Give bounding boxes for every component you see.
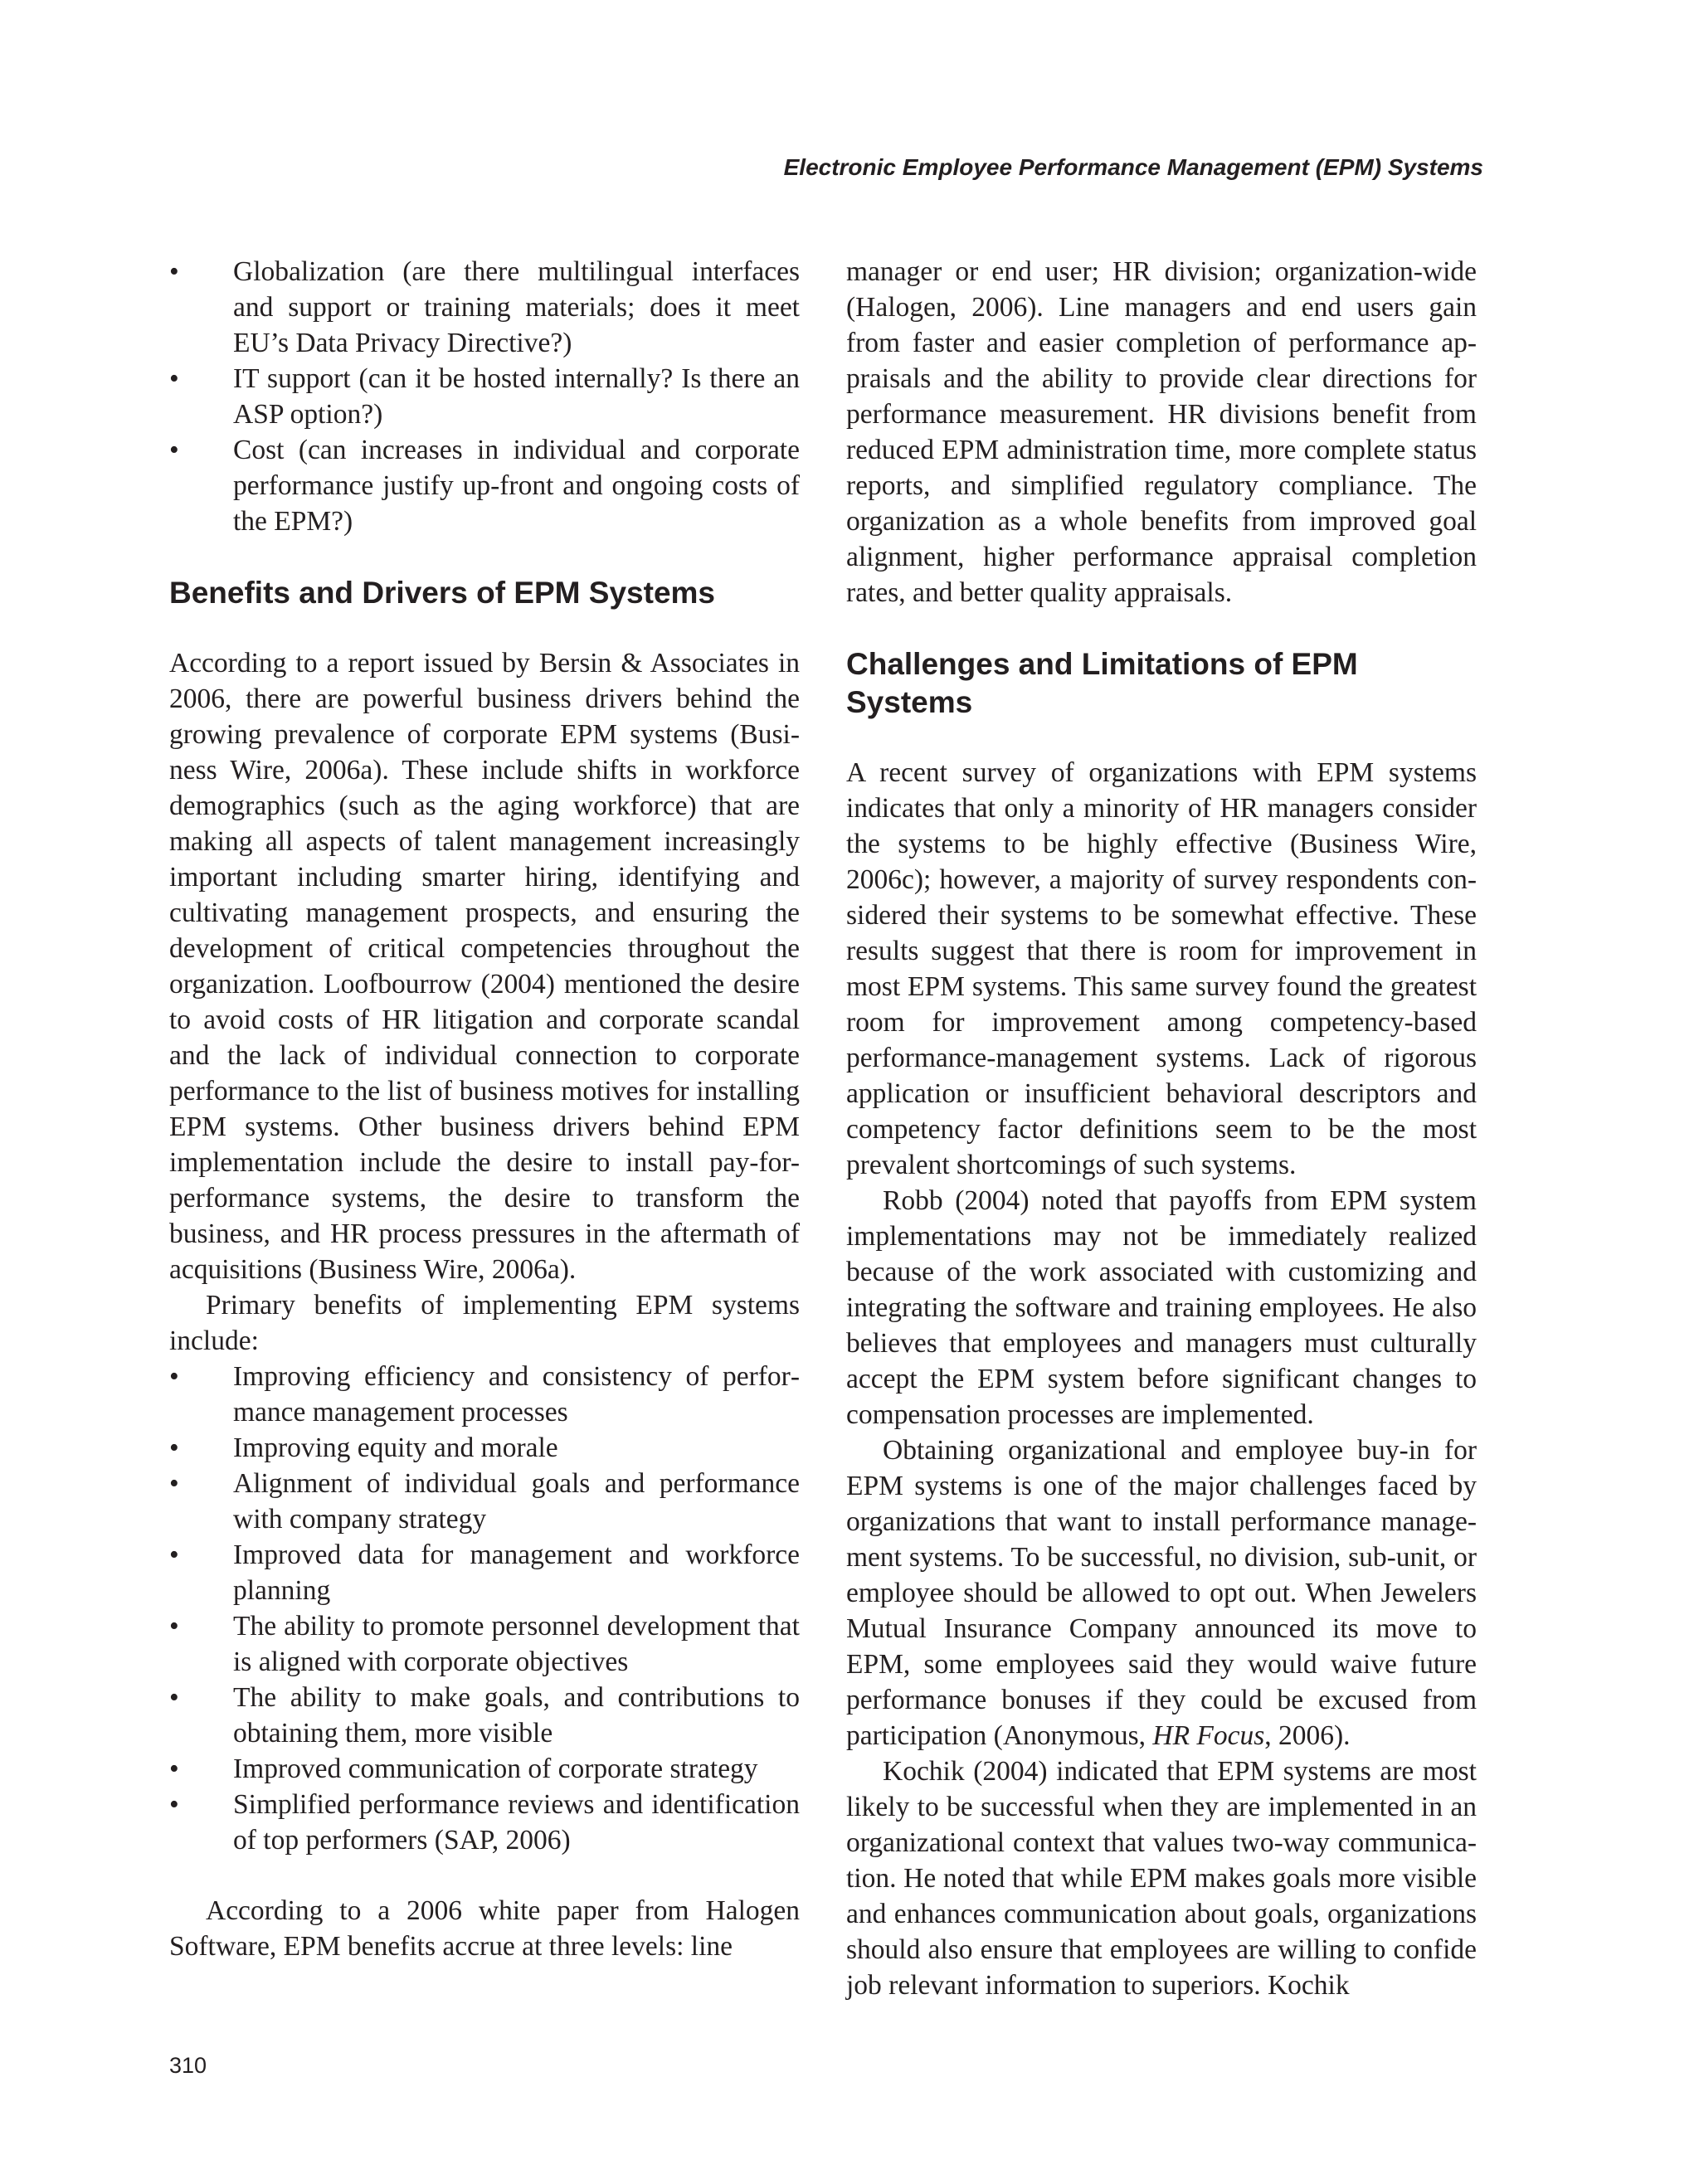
section-heading-benefits: Benefits and Drivers of EPM Systems [169,576,715,610]
list-item-text: The ability to make goals, and contributions to obtaining them, more visible [233,1682,800,1749]
bullet-icon: • [169,1361,179,1392]
paragraph-survey: A recent survey of organizations with EPM systems indicates that only a minority of HR managers consider the systems to be highly effective (Business Wire, 2006c); however, a majority of survey respondents considered their systems to be somewhat effective. These results suggest that there is room for improvement in most EPM systems. This same survey found the greatest room for improvement among competency-based performance-management systems. Lack of rigorous application or insufficient behavioral descriptors and competency factor definitions seem to be the most prevalent shortcomings of such systems. [846,757,1477,1180]
list-item [169,1466,800,1537]
list-item-text: IT support (can it be hosted internally? Is there an ASP option?) [233,363,800,430]
list-item [169,432,800,539]
running-header: Electronic Employee Performance Management (EPM) Systems [783,154,1483,180]
paragraph-buy-in-text: Obtaining organizational and employee buy-in for EPM systems is one of the major challenges faced by organizations that want to install performance management systems. To be successful, no division, sub-unit, or employee should be allowed to opt out. When Jewelers Mutual Insurance Company announced its move to EPM, some employees said they would waive future performance bonuses if they could be excused from participation (Anonymous, [846,1435,1477,1751]
list-item [169,1787,800,1858]
right-column [846,254,1477,2003]
list-item-text: Alignment of individual goals and performance with company strategy [233,1468,800,1535]
paragraph-primary-benefits: Primary benefits of implementing EPM systems include: [169,1290,800,1356]
list-item-text: Improved communication of corporate strategy [233,1754,758,1784]
bullet-icon: • [169,256,179,287]
list-item [169,1751,800,1787]
page-number: 310 [169,2053,207,2078]
bullet-icon: • [169,1754,179,1784]
bullet-icon: • [169,1682,179,1713]
bullet-icon: • [169,1611,179,1642]
list-item [169,361,800,432]
paragraph-bersin: According to a report issued by Bersin & Associates in 2006, there are powerful business drivers behind the growing prevalence of corporate EPM systems (Business Wire, 2006a). These include shifts in workforce demographics (such as the aging workforce) that are making all aspects of talent management increasingly important including smarter hiring, identifying and cultivating management prospects, and ensuring the development of critical competencies throughout the organization. Loofbourrow (2004) mentioned the desire to avoid costs of HR litigation and corporate scandal and the lack of individual connection to corporate performance to the list of business motives for installing EPM systems. Other business drivers behind EPM implementation include the desire to install pay-for-performance systems, the desire to transform the business, and HR process pressures in the aftermath of acquisitions (Business Wire, 2006a). [169,648,800,1285]
paragraph-robb: Robb (2004) noted that payoffs from EPM system implementations may not be immediately realized because of the work associated with customizing and integrating the software and training employees. He also believes that employees and managers must culturally accept the EPM system before significant changes to compensation processes are implemented. [846,1185,1477,1430]
bullet-icon: • [169,435,179,465]
section-heading-challenges: Challenges and Limitations of EPM Systems [846,647,1358,719]
list-item [169,1537,800,1608]
list-item [169,1680,800,1751]
bullet-icon: • [169,363,179,394]
list-item-text: The ability to promote personnel development that is aligned with corporate objectives [233,1611,800,1677]
journal-title: HR Focus [1152,1720,1265,1751]
bullet-icon: • [169,1789,179,1820]
criteria-list [169,254,800,539]
list-item-text: Improved data for management and workforce planning [233,1540,800,1606]
paragraph-buy-in [846,1432,1477,1754]
list-item-text: Globalization (are there multilingual interfaces and support or training materials; does it meet EU’s Data Privacy Directive?) [233,256,800,358]
list-item [169,254,800,361]
left-column [169,254,800,1964]
paragraph-halogen-continued: manager or end user; HR division; organization-wide (Halogen, 2006). Line managers and end users gain from faster and easier completion of performance appraisals and the ability to provide clear directions for performance measurement. HR divisions benefit from reduced EPM administration time, more complete status reports, and simplified regulatory compliance. The organization as a whole benefits from improved goal alignment, higher performance appraisal completion rates, and better quality appraisals. [846,256,1477,608]
benefits-list [169,1359,800,1858]
list-item-text: Improving efficiency and consistency of performance management processes [233,1361,800,1428]
list-item-text: Cost (can increases in individual and corporate performance justify up-front and ongoing costs of the EPM?) [233,435,800,537]
bullet-icon: • [169,1540,179,1570]
list-item-text: Improving equity and morale [233,1432,558,1463]
bullet-icon: • [169,1468,179,1499]
list-item [169,1430,800,1466]
paragraph-buy-in-end: , 2006). [1264,1720,1351,1751]
paragraph-kochik: Kochik (2004) indicated that EPM systems are most likely to be successful when they are implemented in an organizational context that values two-way communication. He noted that while EPM makes goals more visible and enhances communication about goals, organizations should also ensure that employees are willing to confide job relevant information to superiors. Kochik [846,1756,1477,2001]
paragraph-halogen-start: According to a 2006 white paper from Halogen Software, EPM benefits accrue at three levels: line [169,1895,800,1962]
list-item [169,1359,800,1430]
list-item [169,1608,800,1680]
bullet-icon: • [169,1432,179,1463]
list-item-text: Simplified performance reviews and identification of top performers (SAP, 2006) [233,1789,800,1856]
